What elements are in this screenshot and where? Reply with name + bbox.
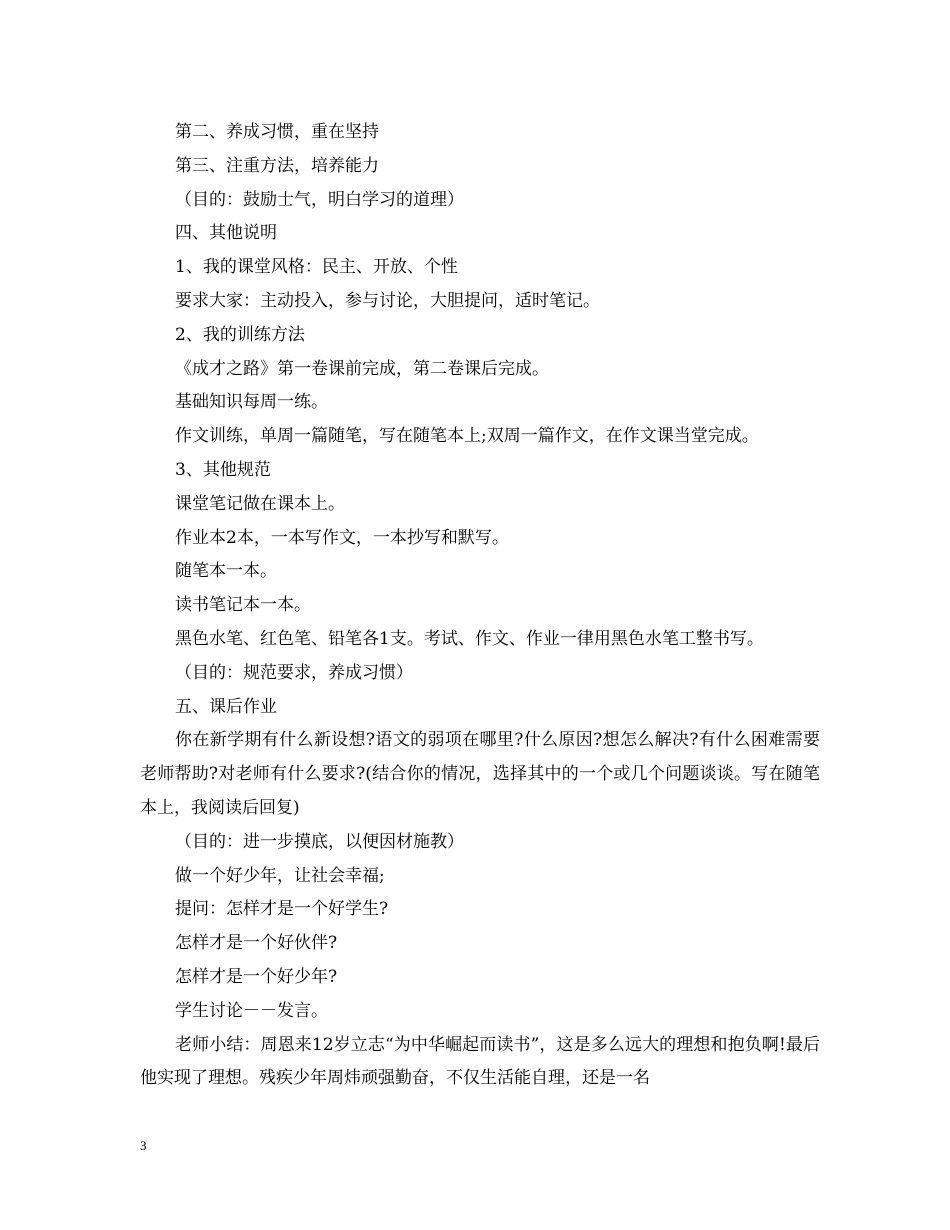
text-line: 课堂笔记做在课本上。 <box>175 493 345 514</box>
page-number: 3 <box>140 1138 147 1153</box>
text-line: 提问：怎样才是一个好学生? <box>175 899 389 920</box>
text-line: 第二、养成习惯，重在坚持 <box>175 122 379 142</box>
text-line: 3、其他规范 <box>175 459 271 480</box>
text-line: 读书笔记本一本。 <box>175 595 311 616</box>
text-line: 《成才之路》第一卷课前完成，第二卷课后完成。 <box>175 358 549 379</box>
text-line: 随笔本一本。 <box>175 561 277 582</box>
text-line: 黑色水笔、红色笔、铅笔各1支。考试、作文、作业一律用黑色水笔工整书写。 <box>175 628 764 649</box>
text-line: （目的：进一步摸底，以便因材施教） <box>175 831 464 852</box>
text-line: 要求大家：主动投入，参与讨论，大胆提问，适时笔记。 <box>175 290 600 311</box>
text-line: 作文训练，单周一篇随笔，写在随笔本上;双周一篇作文，在作文课当堂完成。 <box>175 426 759 447</box>
homework-paragraph: 你在新学期有什么新设想?语文的弱项在哪里?什么原因?想怎么解决?有什么困难需要老师帮助?对老师有什么要求?(结合你的情况，选择其中的一个或几个问题谈谈。写在随笔本上，我阅读后回复) <box>140 730 820 818</box>
text-line: （目的：鼓励士气，明白学习的道理） <box>175 189 464 210</box>
text-line: 学生讨论－－发言。 <box>175 1000 328 1021</box>
text-line: 第三、注重方法，培养能力 <box>175 155 379 176</box>
section-heading: 五、课后作业 <box>175 696 277 717</box>
text-line: （目的：规范要求，养成习惯） <box>175 662 413 683</box>
text-line: 1、我的课堂风格：民主、开放、个性 <box>175 257 458 278</box>
document-body <box>140 116 820 1096</box>
text-line: 怎样才是一个好伙伴? <box>175 933 338 954</box>
text-line: 怎样才是一个好少年? <box>175 966 338 987</box>
text-line: 做一个好少年，让社会幸福; <box>175 865 385 886</box>
summary-paragraph: 老师小结：周恩来12岁立志“为中华崛起而读书”，这是多么远大的理想和抱负啊!最后他实现了理想。残疾少年周炜顽强勤奋，不仅生活能自理，还是一名 <box>140 1034 820 1089</box>
text-line: 作业本2本，一本写作文，一本抄写和默写。 <box>175 527 509 548</box>
text-line: 2、我的训练方法 <box>175 324 305 345</box>
text-line: 基础知识每周一练。 <box>175 392 328 413</box>
section-heading: 四、其他说明 <box>175 223 277 244</box>
